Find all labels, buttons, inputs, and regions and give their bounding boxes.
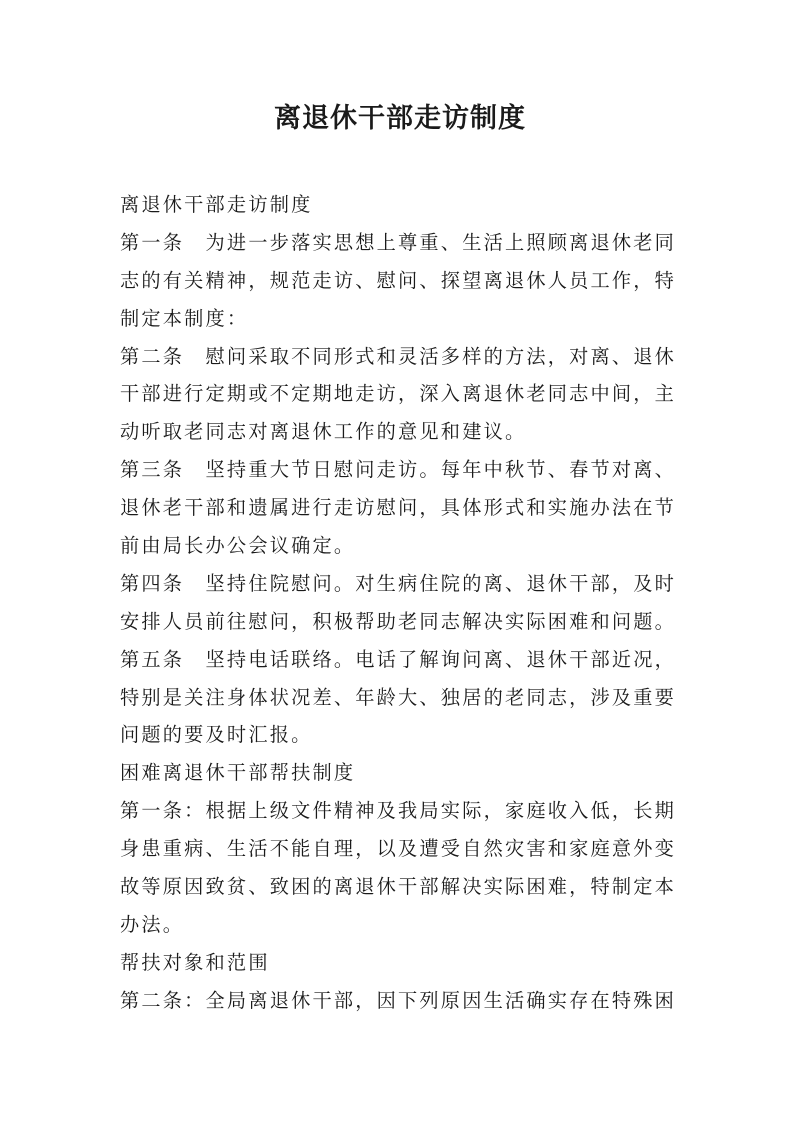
document-title: 离退休干部走访制度 [274, 103, 526, 134]
heading-line: 离退休干部走访制度 [120, 193, 313, 216]
text-line: 身患重病、生活不能自理，以及遭受自然灾害和家庭意外变 [120, 837, 677, 861]
text-line: 第四条 坚持住院慰问。对生病住院的离、退休干部，及时 [120, 571, 677, 595]
text-line: 第二条 慰问采取不同形式和灵活多样的方法，对离、退休 [120, 344, 677, 368]
text-line: 制定本制度： [120, 306, 249, 330]
document-body [120, 186, 686, 1020]
text-line: 第二条：全局离退休干部，因下列原因生活确实存在特殊困 [120, 988, 677, 1012]
text-line: 第一条 为进一步落实思想上尊重、生活上照顾离退休老同 [120, 230, 677, 254]
text-line: 前由局长办公会议确定。 [120, 534, 356, 558]
text-line: 第三条 坚持重大节日慰问走访。每年中秋节、春节对离、 [120, 458, 677, 482]
text-line: 特别是关注身体状况差、年龄大、独居的老同志，涉及重要 [120, 685, 677, 709]
text-line: 干部进行定期或不定期地走访，深入离退休老同志中间，主 [120, 382, 677, 406]
text-line: 退休老干部和遗属进行走访慰问，具体形式和实施办法在节 [120, 496, 677, 520]
text-line: 故等原因致贫、致困的离退休干部解决实际困难，特制定本 [120, 875, 677, 899]
text-line: 第一条：根据上级文件精神及我局实际，家庭收入低，长期 [120, 799, 677, 823]
text-line: 志的有关精神，规范走访、慰问、探望离退休人员工作，特 [120, 268, 677, 292]
text-line: 问题的要及时汇报。 [120, 723, 313, 747]
text-line: 办法。 [120, 912, 185, 936]
text-line: 第五条 坚持电话联络。电话了解询问离、退休干部近况， [120, 647, 677, 671]
section-heading-line: 困难离退休干部帮扶制度 [120, 761, 356, 785]
text-line: 动听取老同志对离退休工作的意见和建议。 [120, 420, 527, 444]
text-line: 安排人员前往慰问，积极帮助老同志解决实际困难和问题。 [120, 609, 677, 633]
section-heading-line: 帮扶对象和范围 [120, 950, 270, 974]
